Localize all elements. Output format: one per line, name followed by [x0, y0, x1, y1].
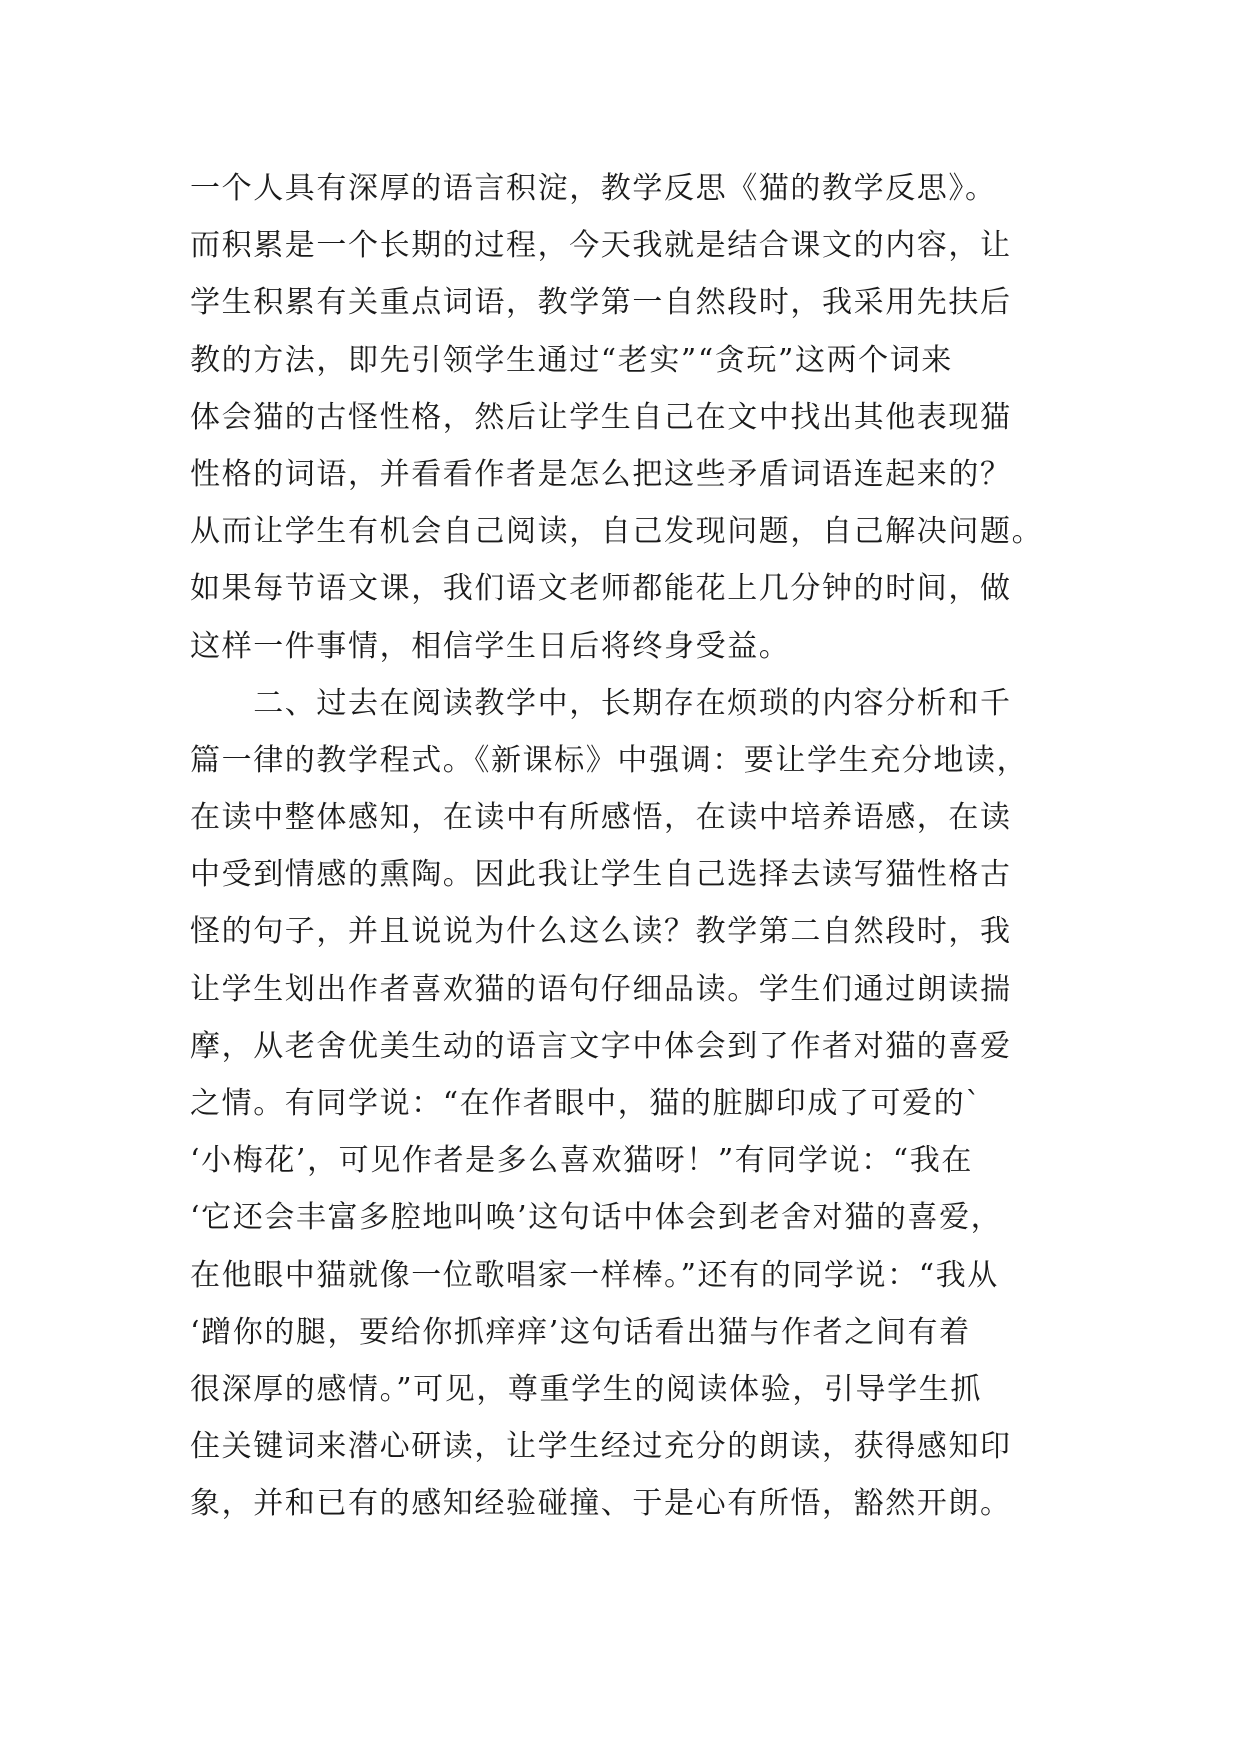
text-line: ‘蹭你的腿，要给你抓痒痒’这句话看出猫与作者之间有着	[190, 1314, 971, 1350]
text-line: 在他眼中猫就像一位歌唱家一样棒。”还有的同学说：“我从	[190, 1257, 999, 1293]
text-line: 学生积累有关重点词语，教学第一自然段时，我采用先扶后	[190, 285, 1012, 321]
text-line: 二、过去在阅读教学中，长期存在烦琐的内容分析和千	[190, 685, 1012, 721]
text-line: ‘它还会丰富多腔地叫唤’这句话中体会到老舍对猫的喜爱，	[190, 1200, 1003, 1236]
text-line: 之情。有同学说：“在作者眼中，猫的脏脚印成了可爱的`	[190, 1086, 982, 1121]
text-line: 这样一件事情，相信学生日后将终身受益。	[190, 628, 791, 664]
text-line: 性格的词语，并看看作者是怎么把这些矛盾词语连起来的？	[190, 456, 1012, 492]
text-line: 而积累是一个长期的过程，今天我就是结合课文的内容，让	[190, 228, 1012, 264]
text-line: 让学生划出作者喜欢猫的语句仔细品读。学生们通过朗读揣	[190, 971, 1012, 1007]
text-line: 很深厚的感情。”可见，尊重学生的阅读体验，引导学生抓	[190, 1371, 982, 1407]
text-line: 中受到情感的熏陶。因此我让学生自己选择去读写猫性格古	[190, 857, 1012, 893]
text-line: 象，并和已有的感知经验碰撞、于是心有所悟，豁然开朗。	[190, 1486, 1012, 1522]
text-line: 住关键词来潜心研读，让学生经过充分的朗读，获得感知印	[190, 1429, 1012, 1465]
text-line: 体会猫的古怪性格，然后让学生自己在文中找出其他表现猫	[190, 399, 1012, 435]
text-line: 篇一律的教学程式。《新课标》中强调：要让学生充分地读，	[190, 742, 1029, 778]
text-line: 如果每节语文课，我们语文老师都能花上几分钟的时间，做	[190, 571, 1012, 607]
text-line: 在读中整体感知，在读中有所感悟，在读中培养语感，在读	[190, 800, 1012, 836]
text-line: ‘小梅花’，可见作者是多么喜欢猫呀！”有同学说：“我在	[190, 1143, 973, 1179]
text-line: 教的方法，即先引领学生通过“老实”“贪玩”这两个词来	[190, 342, 953, 378]
body-text	[190, 160, 1090, 1533]
text-line: 一个人具有深厚的语言积淀，教学反思《猫的教学反思》。	[190, 171, 997, 206]
text-line: 摩，从老舍优美生动的语言文字中体会到了作者对猫的喜爱	[190, 1028, 1012, 1064]
text-line: 怪的句子，并且说说为什么这么读？教学第二自然段时，我	[190, 914, 1012, 950]
text-line: 从而让学生有机会自己阅读，自己发现问题，自己解决问题。	[190, 514, 1044, 550]
